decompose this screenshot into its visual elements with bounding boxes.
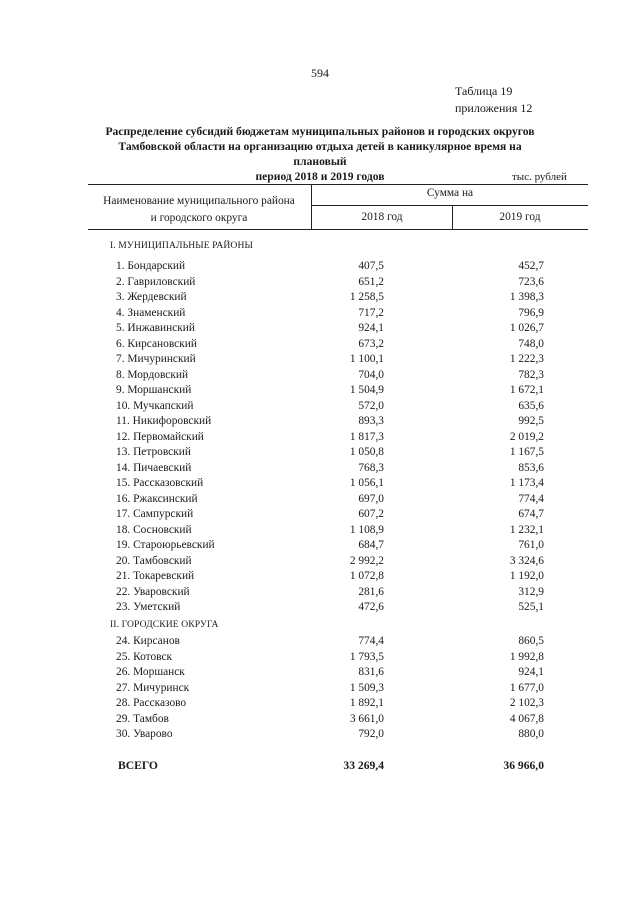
table-row [0,445,640,461]
row-value-2019: 1 672,1 [509,384,544,396]
total-label: ВСЕГО [118,759,158,772]
row-name: 9. Моршанский [116,384,192,396]
row-value-2018: 1 100,1 [349,353,384,365]
row-name: 30. Уварово [116,728,173,740]
row-value-2018: 1 258,5 [349,291,384,303]
row-value-2018: 651,2 [358,275,384,288]
row-value-2018: 1 056,1 [349,477,384,489]
table-row [0,476,640,492]
table-row [0,727,640,743]
row-name: 23. Уметский [116,601,181,613]
table-row [0,712,640,728]
table-row [0,337,640,353]
row-name: 26. Моршанск [116,666,185,678]
row-name: 14. Пичаевский [116,461,192,474]
total-2018: 33 269,4 [343,759,384,772]
row-value-2019: 1 192,0 [509,570,544,582]
row-value-2019: 635,6 [518,399,544,412]
page-number: 594 [311,66,329,80]
row-name: 8. Мордовский [116,368,189,381]
row-name: 22. Уваровский [116,585,190,598]
row-name: 18. Сосновский [116,523,192,536]
table-row [0,492,640,508]
table-row [0,430,640,446]
title-line-3: период 2018 и 2019 годов [255,170,385,183]
row-value-2019: 1 026,7 [509,322,544,334]
table-label: Таблица 19 [455,84,513,98]
row-value-2018: 831,6 [358,666,384,678]
row-value-2019: 1 677,0 [509,681,544,694]
row-value-2019: 992,5 [518,415,544,427]
row-value-2018: 607,2 [358,508,384,520]
row-value-2019: 782,3 [518,368,544,381]
row-value-2019: 1 398,3 [509,291,544,303]
title-line-2: Тамбовской области на организацию отдыха детей в каникулярное время на плановый [118,140,522,168]
row-name: 21. Токаревский [116,570,195,582]
table-row [0,414,640,430]
table-row [0,275,640,291]
row-value-2018: 893,3 [358,415,384,427]
row-value-2019: 880,0 [518,728,544,740]
total-row [0,759,640,777]
row-name: 15. Рассказовский [116,477,204,489]
row-value-2019: 860,5 [518,635,544,647]
table-top-rule [88,184,588,185]
table-row [0,368,640,384]
table-row [0,696,640,712]
row-value-2018: 684,7 [358,539,384,551]
table-row [0,383,640,399]
row-name: 10. Мучкапский [116,399,194,412]
row-name: 7. Мичуринский [116,353,196,365]
row-value-2018: 1 504,9 [349,384,384,396]
row-name: 20. Тамбовский [116,554,192,567]
row-value-2019: 761,0 [518,539,544,551]
row-value-2018: 774,4 [358,635,384,647]
row-name: 3. Жердевский [116,291,187,303]
header-year-2018: 2018 год [361,211,403,223]
table-row [0,634,640,650]
row-value-2019: 1 173,4 [509,477,544,489]
total-2019: 36 966,0 [503,759,544,772]
table-row [0,507,640,523]
row-value-2018: 1 793,5 [349,650,384,663]
row-value-2018: 1 108,9 [349,523,384,536]
row-value-2019: 1 167,5 [509,446,544,458]
row-value-2019: 4 067,8 [509,712,544,725]
row-value-2019: 1 992,8 [509,650,544,663]
row-value-2018: 717,2 [358,306,384,319]
row-value-2019: 853,6 [518,461,544,474]
row-value-2019: 748,0 [518,337,544,350]
row-name: 25. Котовск [116,650,173,663]
table-row [0,290,640,306]
row-value-2019: 312,9 [518,585,544,598]
row-value-2019: 2 102,3 [509,697,544,709]
row-name: 27. Мичуринск [116,681,190,694]
table-row [0,352,640,368]
title-line-1: Распределение субсидий бюджетам муниципальных районов и городских округов [105,125,535,138]
row-value-2018: 3 661,0 [349,712,384,725]
header-name-line-2: и городского округа [150,212,248,224]
table-row [0,665,640,681]
header-sum: Сумма на [426,187,474,199]
row-value-2019: 3 324,6 [509,554,544,567]
table-row [0,461,640,477]
row-value-2019: 796,9 [518,306,544,319]
document-title [100,124,540,184]
row-value-2018: 281,6 [358,585,384,598]
table-row [0,681,640,697]
row-name: 4. Знаменский [116,306,186,319]
row-value-2018: 768,3 [358,461,384,474]
sum-header-rule [312,205,588,206]
table-row [0,585,640,601]
row-value-2018: 2 992,2 [349,554,384,567]
row-value-2018: 792,0 [358,728,384,740]
row-value-2018: 924,1 [358,322,384,334]
row-value-2018: 673,2 [358,337,384,350]
row-name: 17. Сампурский [116,508,194,520]
row-name: 28. Рассказово [116,697,187,709]
table-row [0,650,640,666]
row-name: 6. Кирсановский [116,337,197,350]
section-title-districts: I. МУНИЦИПАЛЬНЫЕ РАЙОНЫ [110,240,253,251]
row-value-2018: 1 509,3 [349,681,384,694]
row-name: 24. Кирсанов [116,635,180,647]
table-row [0,399,640,415]
row-value-2018: 1 817,3 [349,430,384,443]
row-value-2019: 1 232,1 [509,523,544,536]
row-value-2018: 1 072,8 [349,570,384,582]
header-year-2019: 2019 год [499,211,541,223]
row-name: 11. Никифоровский [116,415,212,427]
row-name: 19. Староюрьевский [116,539,215,551]
row-value-2019: 924,1 [518,666,544,678]
table-row [0,569,640,585]
table-row [0,523,640,539]
row-name: 13. Петровский [116,446,191,458]
row-value-2018: 697,0 [358,492,384,505]
row-value-2018: 572,0 [358,399,384,412]
table-row [0,321,640,337]
row-name: 12. Первомайский [116,430,204,443]
row-value-2019: 723,6 [518,275,544,288]
appendix-label: приложения 12 [455,101,533,115]
table-row [0,538,640,554]
row-value-2018: 1 050,8 [349,446,384,458]
row-value-2019: 1 222,3 [509,353,544,365]
row-value-2018: 407,5 [358,260,384,272]
units-label: тыс. рублей [512,171,567,183]
row-name: 16. Ржаксинский [116,492,198,505]
row-name: 29. Тамбов [116,712,169,725]
section-title-city-districts: II. ГОРОДСКИЕ ОКРУГА [110,619,219,630]
row-value-2019: 2 019,2 [509,430,544,443]
header-name-line-1: Наименование муниципального района [103,195,295,207]
city-districts-list [0,634,640,743]
header-bottom-rule [88,229,588,230]
districts-list [0,259,640,616]
row-value-2019: 452,7 [518,260,544,272]
row-value-2018: 704,0 [358,368,384,381]
table-row [0,554,640,570]
table-row [0,306,640,322]
row-value-2019: 674,7 [518,508,544,520]
table-row [0,259,640,275]
row-name: 5. Инжавинский [116,322,195,334]
row-value-2018: 472,6 [358,601,384,613]
row-value-2019: 774,4 [518,492,544,505]
row-value-2018: 1 892,1 [349,697,384,709]
row-name: 1. Бондарский [116,260,186,272]
header-name-column [88,193,310,227]
table-row [0,600,640,616]
row-value-2019: 525,1 [518,601,544,613]
row-name: 2. Гавриловский [116,275,196,288]
